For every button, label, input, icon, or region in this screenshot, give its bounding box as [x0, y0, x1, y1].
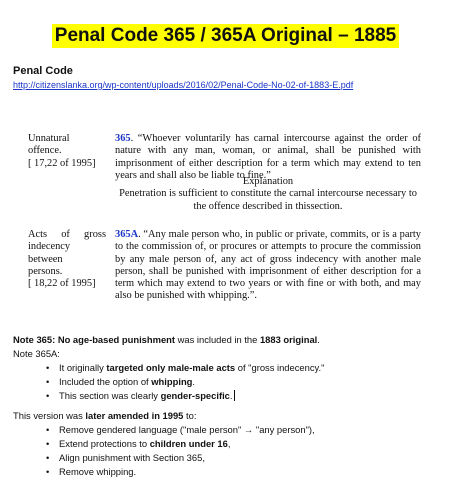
list-text: It originally — [59, 362, 107, 373]
text-cursor — [234, 390, 235, 401]
section-body: . “Any male person who, in public or private, commits, or is a party to the commission of, or procures or attempts to procure the commission by any male person of, any act of gross indecency with another male person, shall be punished with imprisonment of either description for a term which may extend to two years or with fine or with both, and may also be punished with whipping.”. — [115, 229, 421, 302]
list-text: Included the option of — [59, 376, 152, 387]
list-item — [59, 361, 438, 375]
note-label: Note 365: — [13, 334, 56, 345]
margin-line: Unnatural — [28, 133, 70, 144]
section-number: 365A — [115, 229, 139, 240]
note-text: This version was — [13, 410, 86, 421]
amendment-list — [13, 423, 438, 479]
list-item: • Remove gendered language ("male person" → "any person"), — [59, 423, 438, 437]
list-text: . — [229, 390, 233, 401]
page-title: Penal Code 365 / 365A Original – 1885 — [52, 24, 399, 48]
section-body: . “Whoever voluntarily has carnal intercourse against the order of nature with any man, woman, or animal, shall be punished with imprisonment of either description for a term which may extend to ten years and shall also be liable to fine.” — [115, 133, 421, 181]
note-emphasis: No age-based punishment — [57, 334, 176, 345]
section-365a-margin-note — [28, 229, 106, 290]
list-emphasis: children under 16 — [149, 438, 228, 449]
section-365-margin-note — [28, 133, 106, 170]
title-block — [0, 24, 451, 48]
margin-line: [ 18,22 of 1995] — [28, 278, 96, 290]
section-number: 365 — [115, 133, 131, 144]
note-365a-label: Note 365A: — [13, 348, 60, 359]
explanation-heading: Explanation — [242, 176, 294, 187]
margin-line: Acts of gross — [28, 229, 106, 240]
list-item — [59, 389, 438, 403]
margin-line: [ 17,22 of 1995] — [28, 157, 96, 169]
note-emphasis: 1883 original — [259, 334, 318, 345]
source-link[interactable]: http://citizenslanka.org/wp-content/uploads/2016/02/Penal-Code-No-02-of-1883-E.pdf — [13, 80, 354, 90]
list-emphasis: whipping — [151, 376, 193, 387]
section-365a-text — [115, 229, 421, 303]
list-text: , — [227, 438, 231, 449]
note-emphasis: later amended in 1995 — [85, 410, 184, 421]
note-365a-list — [13, 361, 438, 403]
list-text: Extend protections to — [59, 438, 150, 449]
margin-line: indecency — [28, 241, 71, 253]
note-text: was included in the — [175, 334, 260, 345]
list-emphasis: targeted only male-male acts — [106, 362, 236, 373]
margin-line: between — [28, 253, 63, 265]
explanation — [115, 176, 421, 213]
note-text: . — [317, 334, 320, 345]
note-text: to: — [183, 410, 197, 421]
margin-line: persons. — [28, 265, 63, 277]
list-emphasis: gender-specific — [160, 390, 230, 401]
note-365 — [13, 333, 438, 347]
list-item: • Remove whipping. — [59, 465, 438, 479]
list-item — [59, 375, 438, 389]
doc-label: Penal Code — [13, 65, 73, 77]
notes-block — [13, 333, 438, 479]
list-text: This section was clearly — [59, 390, 161, 401]
section-365-text — [115, 133, 421, 182]
amendment-intro — [13, 409, 438, 423]
list-text: of "gross indecency." — [235, 362, 325, 373]
list-item: • Align punishment with Section 365, — [59, 451, 438, 465]
margin-line: offence. — [28, 145, 62, 157]
list-text: . — [192, 376, 196, 387]
list-item — [59, 437, 438, 451]
explanation-text: Penetration is sufficient to constitute the carnal intercourse necessary to the offence described in thissection. — [119, 188, 417, 212]
